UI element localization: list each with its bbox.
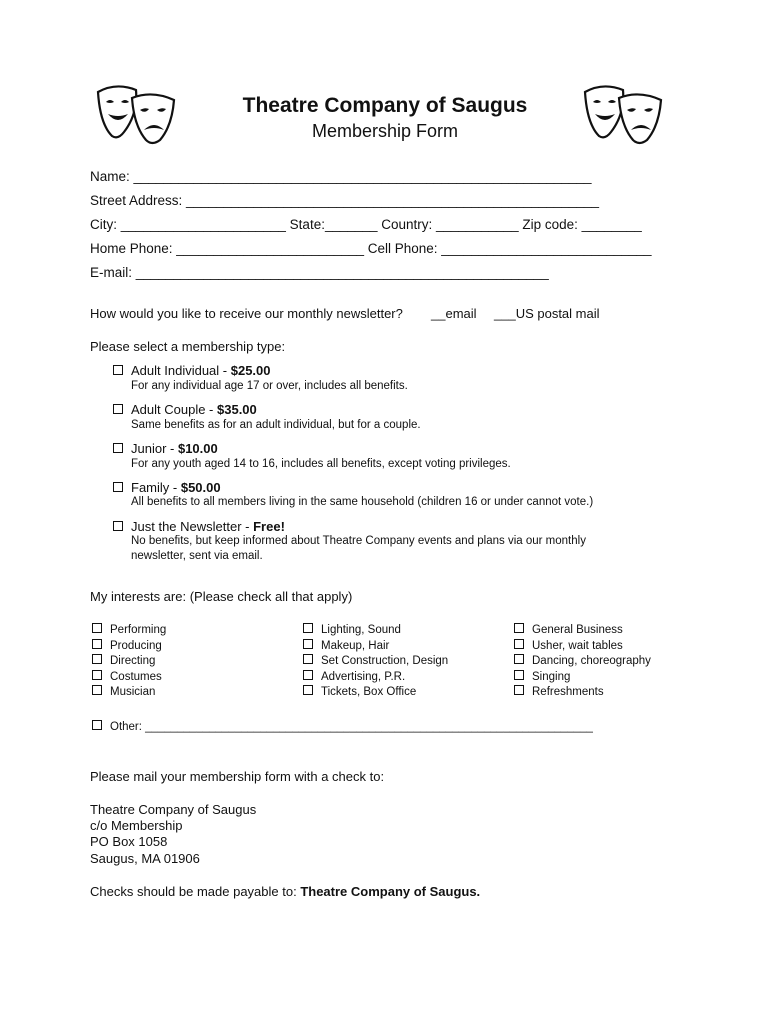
interest-label: Costumes: [110, 671, 162, 683]
option-description: For any youth aged 14 to 16, includes all benefits, except voting privileges.: [131, 458, 511, 470]
option-label: Adult Individual -: [131, 363, 231, 378]
checkbox[interactable]: [514, 623, 524, 633]
option-label: Family -: [131, 480, 181, 495]
checkbox[interactable]: [303, 685, 313, 695]
interest-item[interactable]: [514, 623, 623, 636]
option-description: All benefits to all members living in the same household (children 16 or under cannot vote.): [131, 496, 594, 508]
interest-item[interactable]: [92, 654, 155, 667]
interest-item[interactable]: [92, 685, 155, 698]
interest-item[interactable]: [514, 685, 604, 698]
page-title: Theatre Company of Saugus: [242, 94, 528, 117]
checkbox[interactable]: [113, 521, 123, 531]
interest-label: Set Construction, Design: [321, 655, 449, 667]
checkbox[interactable]: [303, 623, 313, 633]
phone-fields[interactable]: Home Phone: _________________________ Cell Phone: ____________________________: [90, 241, 652, 256]
street-address-field[interactable]: Street Address: _______________________________________________________: [90, 193, 599, 208]
interest-label: Advertising, P.R.: [321, 671, 406, 683]
checkbox[interactable]: [113, 365, 123, 375]
checkbox[interactable]: [514, 685, 524, 695]
checkbox[interactable]: [303, 670, 313, 680]
interest-item[interactable]: [303, 670, 405, 683]
newsletter-question: How would you like to receive our monthly newsletter?: [90, 306, 403, 321]
option-price: $10.00: [177, 441, 218, 456]
interest-item[interactable]: [303, 654, 448, 667]
interest-label: Usher, wait tables: [532, 640, 623, 652]
membership-option-adult-individual[interactable]: [113, 363, 271, 378]
checkbox[interactable]: [303, 639, 313, 649]
other-label: Other: ______________________________________________________________________: [110, 721, 593, 733]
option-description: Same benefits as for an adult individual, but for a couple.: [131, 419, 421, 431]
interest-label: Lighting, Sound: [321, 624, 401, 636]
checkbox[interactable]: [113, 482, 123, 492]
interest-other-field[interactable]: [92, 720, 593, 733]
option-price: $35.00: [217, 402, 257, 417]
membership-prompt: Please select a membership type:: [90, 339, 286, 354]
interest-label: Performing: [110, 624, 167, 636]
payable-prefix: Checks should be made payable to:: [90, 884, 301, 899]
membership-option-junior[interactable]: [113, 441, 218, 456]
newsletter-email-option[interactable]: __email: [431, 306, 477, 321]
option-description-continued: newsletter, sent via email.: [131, 550, 263, 562]
checkbox[interactable]: [113, 443, 123, 453]
checkbox[interactable]: [113, 404, 123, 414]
option-price: $50.00: [180, 480, 221, 495]
membership-option-adult-couple[interactable]: [113, 402, 257, 417]
interest-label: Producing: [110, 640, 162, 652]
interest-item[interactable]: [514, 639, 623, 652]
membership-option-newsletter[interactable]: [113, 519, 285, 534]
interest-item[interactable]: [303, 639, 389, 652]
checkbox[interactable]: [92, 623, 102, 633]
interest-item[interactable]: [92, 639, 162, 652]
mail-instruction: Please mail your membership form with a check to:: [90, 769, 385, 784]
interest-label: General Business: [532, 624, 623, 636]
checkbox[interactable]: [92, 720, 102, 730]
interest-label: Dancing, choreography: [532, 655, 651, 667]
checkbox[interactable]: [92, 685, 102, 695]
option-label: Just the Newsletter -: [131, 519, 254, 534]
checkbox[interactable]: [514, 670, 524, 680]
interest-label: Singing: [532, 671, 571, 683]
option-description: No benefits, but keep informed about Theatre Company events and plans via our monthly: [131, 535, 586, 547]
interest-label: Refreshments: [532, 686, 604, 698]
address-line: Saugus, MA 01906: [90, 851, 200, 866]
interest-label: Tickets, Box Office: [321, 686, 417, 698]
city-state-country-zip-field[interactable]: City: ______________________ State:_______ Country: ___________ Zip code: ________: [90, 217, 642, 232]
interest-item[interactable]: [303, 685, 416, 698]
option-label: Junior -: [131, 441, 178, 456]
newsletter-mail-option[interactable]: ___US postal mail: [494, 306, 600, 321]
name-field[interactable]: Name: _____________________________________________________________: [90, 169, 592, 184]
interest-label: Musician: [110, 686, 156, 698]
checkbox[interactable]: [303, 654, 313, 664]
membership-option-family[interactable]: [113, 480, 221, 495]
address-line: PO Box 1058: [90, 834, 168, 849]
option-price: Free!: [253, 519, 285, 534]
checkbox[interactable]: [92, 670, 102, 680]
checkbox[interactable]: [92, 639, 102, 649]
address-line: Theatre Company of Saugus: [90, 802, 257, 817]
interest-label: Directing: [110, 655, 156, 667]
interest-label: Makeup, Hair: [321, 640, 390, 652]
option-label: Adult Couple -: [131, 402, 217, 417]
payable-name: Theatre Company of Saugus.: [300, 884, 481, 899]
page-subtitle: Membership Form: [311, 121, 459, 141]
address-line: c/o Membership: [90, 818, 183, 833]
payable-note: [90, 884, 480, 899]
option-price: $25.00: [230, 363, 271, 378]
interest-item[interactable]: [514, 654, 651, 667]
interests-prompt: My interests are: (Please check all that apply): [90, 589, 353, 604]
email-field[interactable]: E-mail: _______________________________________________________: [90, 265, 549, 280]
checkbox[interactable]: [514, 654, 524, 664]
interest-item[interactable]: [514, 670, 570, 683]
interest-item[interactable]: [92, 623, 166, 636]
checkbox[interactable]: [92, 654, 102, 664]
interest-item[interactable]: [92, 670, 162, 683]
checkbox[interactable]: [514, 639, 524, 649]
option-description: For any individual age 17 or over, includes all benefits.: [131, 380, 408, 392]
interest-item[interactable]: [303, 623, 401, 636]
